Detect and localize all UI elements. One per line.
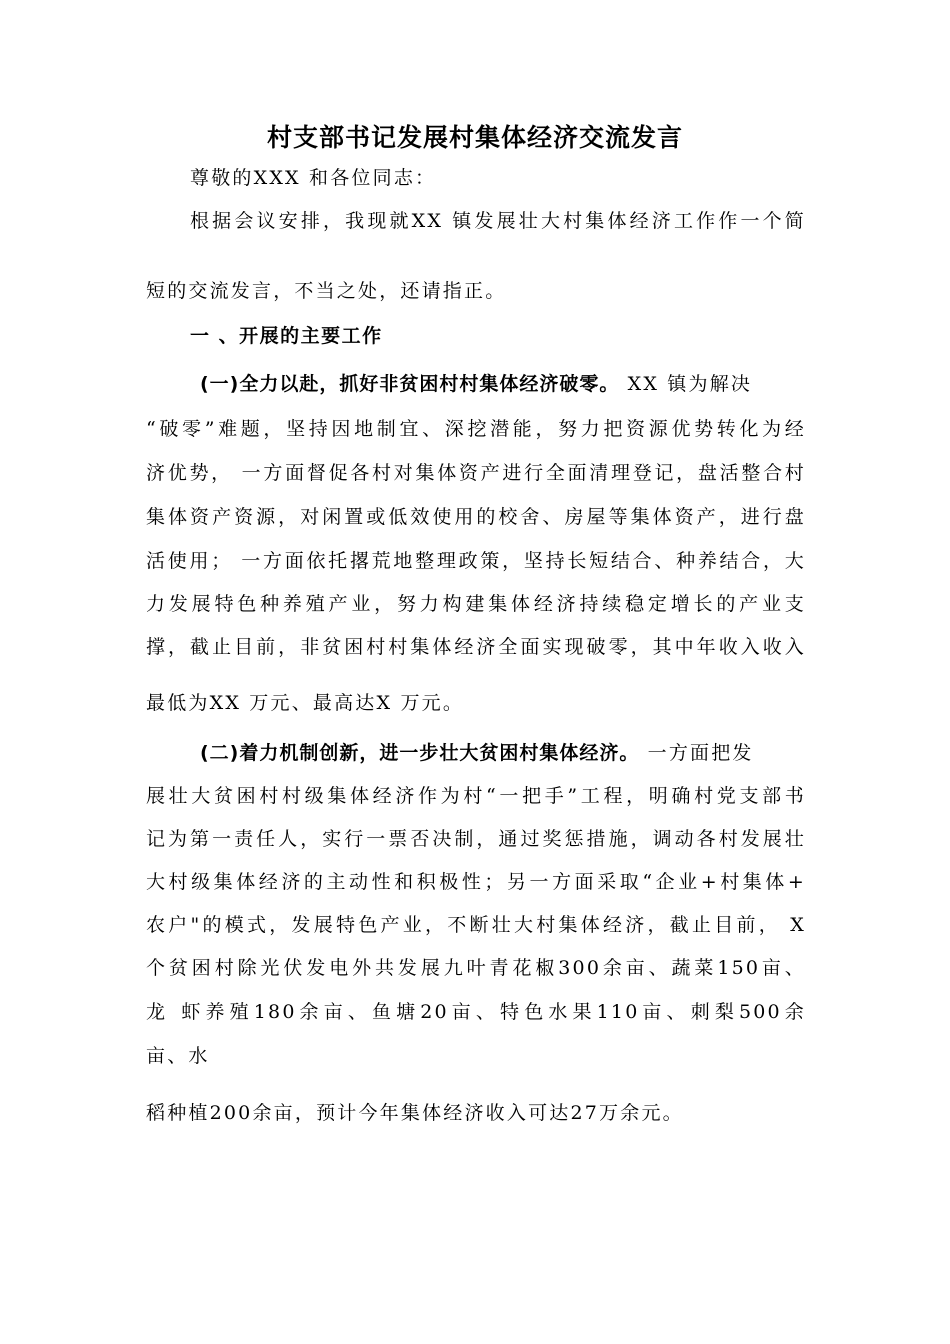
para1-line: 活使用； 一方面依托撂荒地整理政策，坚持长短结合、种养结合，大 — [146, 550, 806, 572]
para2-line: 农户"的模式，发展特色产业，不断壮大村集体经济，截止目前， X — [146, 914, 806, 936]
para1-heading: (一)全力以赴，抓好非贫困村村集体经济破零。 — [200, 373, 620, 395]
para2-line: 龙 虾养殖180余亩、鱼塘20亩、特色水果110亩、刺梨500余 — [146, 1001, 806, 1023]
para1-line: 集体资产资源，对闲置或低效使用的校舍、房屋等集体资产，进行盘 — [146, 506, 806, 528]
document-title: 村支部书记发展村集体经济交流发言 — [266, 123, 683, 152]
para1-line: “破零”难题，坚持因地制宜、深挖潜能，努力把资源优势转化为经 — [146, 418, 806, 440]
para2-line: 记为第一责任人，实行一票否决制，通过奖惩措施，调动各村发展壮 — [146, 828, 806, 850]
para1-line: 最低为XX 万元、最高达X 万元。 — [146, 692, 465, 714]
para2-line: 大村级集体经济的主动性和积极性；另一方面采取“企业+村集体+ — [146, 871, 806, 893]
para2-line: 亩、水 — [146, 1045, 210, 1067]
para1-line: 撑，截止目前，非贫困村村集体经济全面实现破零，其中年收入收入 — [146, 636, 806, 658]
para2-line: 展壮大贫困村村级集体经济作为村“一把手”工程，明确村党支部书 — [146, 785, 806, 807]
para2-first-line — [200, 740, 806, 766]
greeting: 尊敬的XXX 和各位同志： — [190, 167, 437, 189]
para1-line: 力发展特色种养殖产业，努力构建集体经济持续稳定增长的产业支 — [146, 593, 806, 615]
intro-line-2: 短的交流发言，不当之处，还请指正。 — [146, 280, 507, 302]
para1-first-line — [200, 371, 806, 397]
para2-line: 稻种植200余亩，预计今年集体经济收入可达27万余元。 — [146, 1102, 684, 1124]
para1-line: 济优势， 一方面督促各村对集体资产进行全面清理登记，盘活整合村 — [146, 462, 806, 484]
para2-line: 个贫困村除光伏发电外共发展九叶青花椒300余亩、蔬菜150亩、 — [146, 957, 806, 979]
para1-first-line-text: XX 镇为解决 — [619, 373, 753, 395]
para2-first-line-text: 一方面把发 — [639, 742, 754, 764]
intro-line-1: 根据会议安排，我现就XX 镇发展壮大村集体经济工作作一个简 — [190, 210, 806, 232]
section-heading: 一 、开展的主要工作 — [190, 325, 383, 347]
para2-heading: (二)着力机制创新，进一步壮大贫困村集体经济。 — [200, 742, 640, 764]
